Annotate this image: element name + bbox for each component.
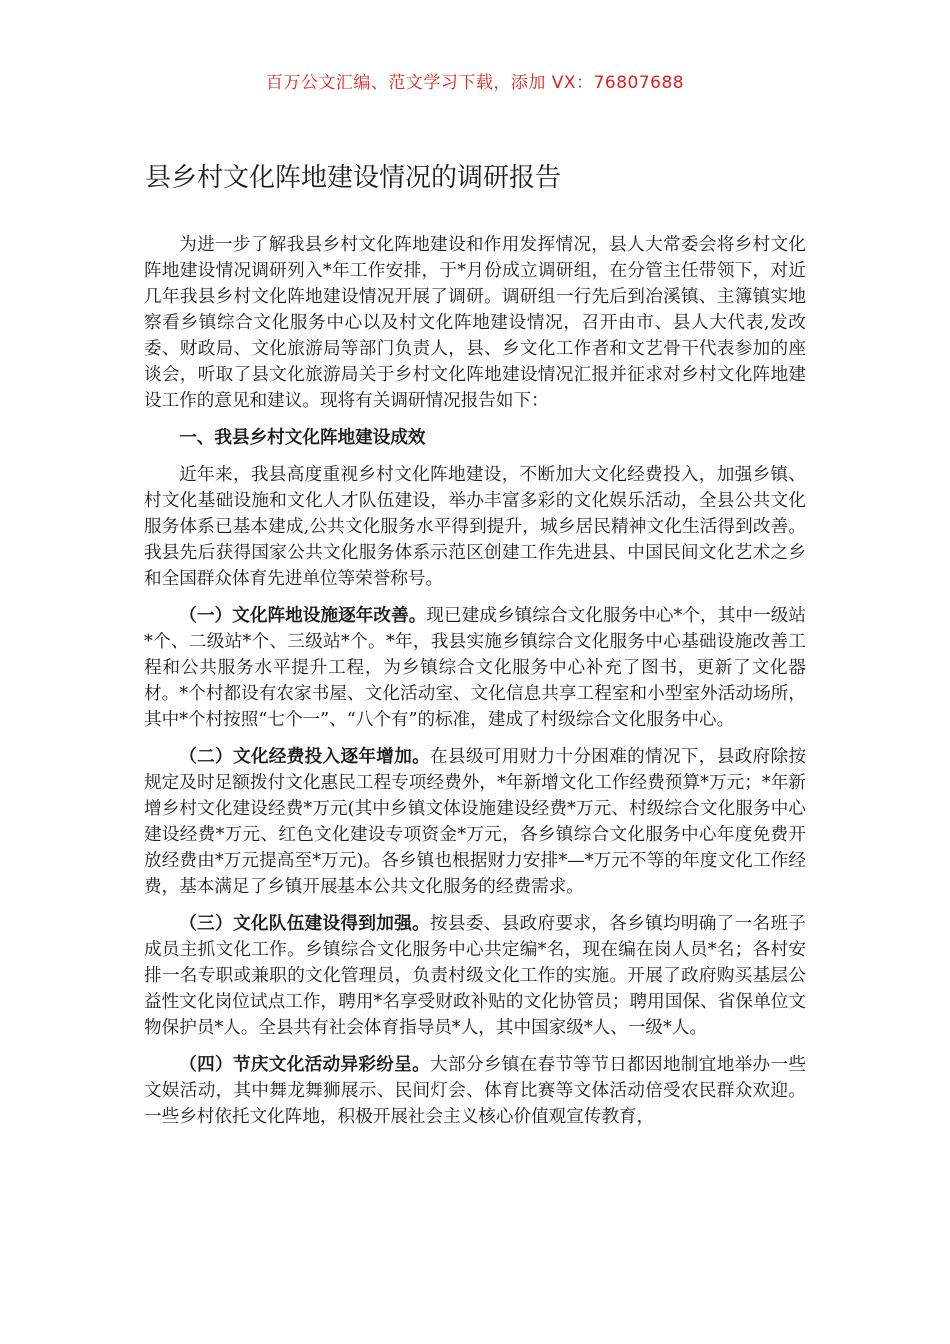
item-paragraph-3 (144, 911, 806, 1041)
item-lead: （三）文化队伍建设得到加强。 (179, 913, 431, 934)
item-text: 在县级可用财力十分困难的情况下，县政府除按规定及时足额拨付文化惠民工程专项经费外，*年新增文化工作经费预算*万元；*年新增乡村文化建设经费*万元(其中乡镇文体设施建设经费*万元、村级综合文化服务中心建设经费*万元、红色文化建设专项资金*万元，各乡镇综合文化服务中心年度免费开放经费由*万元提高至*万元)。各乡镇也根据财力安排*—*万元不等的年度文化工作经费，基本满足了乡镇开展基本公共文化服务的经费需求。 (144, 747, 806, 897)
item-lead: （一）文化阵地设施逐年改善。 (179, 605, 427, 626)
section-summary-paragraph: 近年来，我县高度重视乡村文化阵地建设，不断加大文化经费投入，加强乡镇、村文化基础设施和文化人才队伍建设，举办丰富多彩的文化娱乐活动，全县公共文化服务体系已基本建成,公共文化服务水平得到提升，城乡居民精神文化生活得到改善。我县先后获得国家公共文化服务体系示范区创建工作先进县、中国民间文化艺术之乡和全国群众体育先进单位等荣誉称号。 (144, 465, 806, 589)
intro-paragraph: 为进一步了解我县乡村文化阵地建设和作用发挥情况，县人大常委会将乡村文化阵地建设情况调研列入*年工作安排，于*月份成立调研组，在分管主任带领下，对近几年我县乡村文化阵地建设情况开展了调研。调研组一行先后到冶溪镇、主簿镇实地察看乡镇综合文化服务中心以及村文化阵地建设情况，召开由市、县人大代表,发改委、财政局、文化旅游局等部门负责人，县、乡文化工作者和文艺骨干代表参加的座谈会，听取了县文化旅游局关于乡村文化阵地建设情况汇报并征求对乡村文化阵地建设工作的意见和建议。现将有关调研情况报告如下： (144, 235, 806, 411)
item-text: 现已建成乡镇综合文化服务中心*个，其中一级站*个、二级站*个、三级站*个。*年，我县实施乡镇综合文化服务中心基础设施改善工程和公共服务水平提升工程，为乡镇综合文化服务中心补充了图书，更新了文化器材。*个村都设有农家书屋、文化活动室、文化信息共享工程室和小型室外活动场所，其中*个村按照“七个一”、“八个有”的标准，建成了村级综合文化服务中心。 (144, 606, 806, 730)
item-text: 大部分乡镇在春节等节日都因地制宜地举办一些文娱活动，其中舞龙舞狮展示、民间灯会、体育比赛等文体活动倍受农民群众欢迎。一些乡村依托文化阵地，积极开展社会主义核心价值观宣传教育， (144, 1055, 806, 1127)
watermark-header: 百万公文汇编、范文学习下载，添加 VX：76807688 (265, 73, 685, 93)
section-heading: 一、我县乡村文化阵地建设成效 (179, 427, 426, 448)
item-lead: （二）文化经费投入逐年增加。 (179, 746, 431, 767)
item-paragraph-2 (144, 744, 806, 900)
item-paragraph-4 (144, 1052, 806, 1130)
document-body (144, 232, 806, 1141)
document-title: 县乡村文化阵地建设情况的调研报告 (145, 163, 562, 193)
item-text: 按县委、县政府要求，各乡镇均明确了一名班子成员主抓文化工作。乡镇综合文化服务中心共定编*名，现在编在岗人员*名；各村安排一名专职或兼职的文化管理员，负责村级文化工作的实施。开展了政府购买基层公益性文化岗位试点工作，聘用*名享受财政补贴的文化协管员；聘用国保、省保单位文物保护员*人。全县共有社会体育指导员*人，其中国家级*人、一级*人。 (144, 914, 806, 1038)
item-lead: （四）节庆文化活动异彩纷呈。 (179, 1054, 431, 1075)
item-paragraph-1 (144, 603, 806, 733)
